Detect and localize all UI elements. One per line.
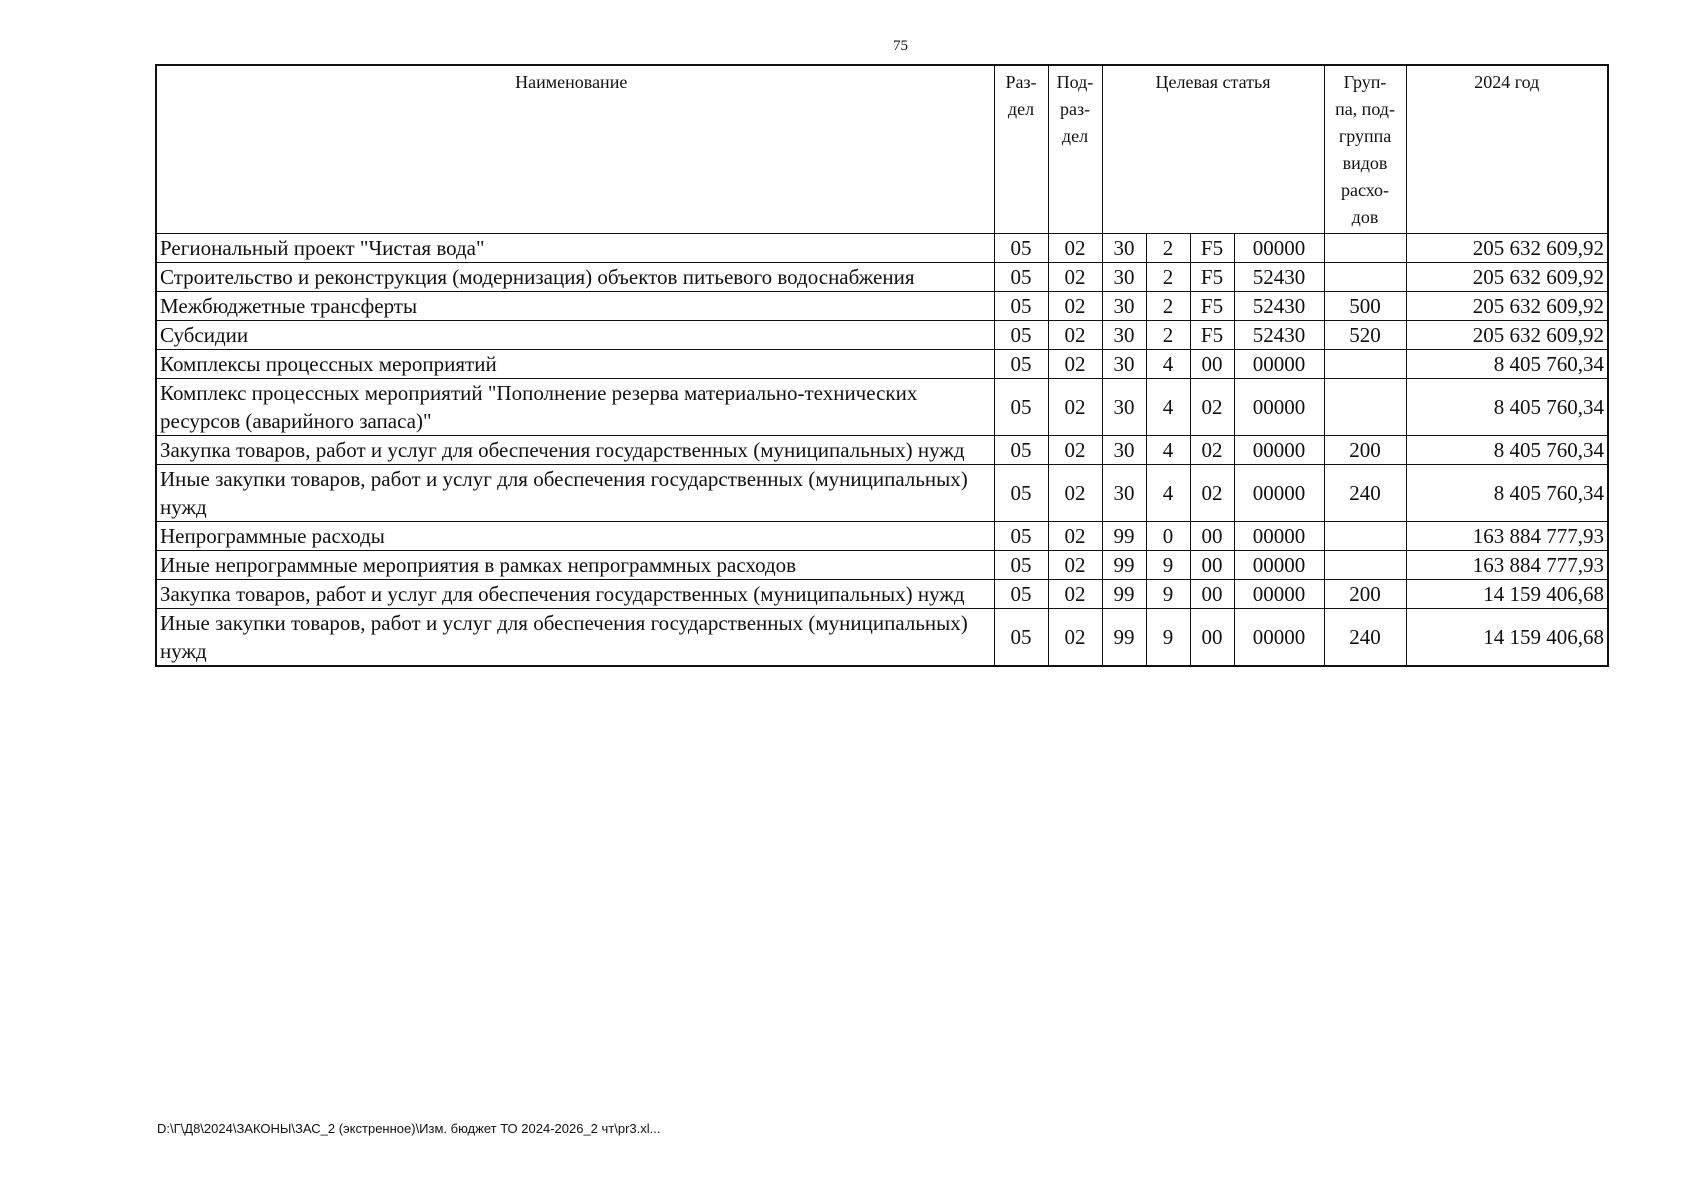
cell-target-subprogram: 0	[1146, 522, 1190, 551]
cell-target-program: 30	[1102, 379, 1146, 436]
table-row	[156, 551, 1608, 580]
cell-subsection: 02	[1048, 522, 1102, 551]
cell-subsection: 02	[1048, 465, 1102, 522]
header-group-line: дов	[1351, 207, 1379, 227]
cell-section: 05	[994, 321, 1048, 350]
cell-target-program: 30	[1102, 292, 1146, 321]
cell-target-subprogram: 4	[1146, 465, 1190, 522]
table-row	[156, 263, 1608, 292]
cell-target-direction: 02	[1190, 379, 1234, 436]
header-name: Наименование	[156, 65, 994, 234]
cell-target-code: 00000	[1234, 609, 1324, 667]
cell-name: Иные закупки товаров, работ и услуг для обеспечения государственных (муниципальных) нужд	[156, 465, 994, 522]
cell-name: Иные закупки товаров, работ и услуг для обеспечения государственных (муниципальных) нужд	[156, 609, 994, 667]
budget-table	[155, 64, 1609, 667]
table-row	[156, 292, 1608, 321]
cell-target-subprogram: 2	[1146, 292, 1190, 321]
header-subsection-line: дел	[1061, 126, 1089, 146]
cell-target-program: 30	[1102, 350, 1146, 379]
cell-subsection: 02	[1048, 436, 1102, 465]
header-section-line: дел	[1007, 99, 1035, 119]
cell-expense-group	[1324, 234, 1406, 263]
cell-amount: 205 632 609,92	[1406, 321, 1608, 350]
cell-target-code: 00000	[1234, 465, 1324, 522]
table-header-row	[156, 65, 1608, 234]
cell-amount: 205 632 609,92	[1406, 292, 1608, 321]
table-row	[156, 350, 1608, 379]
cell-name: Иные непрограммные мероприятия в рамках непрограммных расходов	[156, 551, 994, 580]
header-section-line: Раз-	[1005, 72, 1037, 92]
cell-name: Закупка товаров, работ и услуг для обеспечения государственных (муниципальных) нужд	[156, 436, 994, 465]
cell-amount: 205 632 609,92	[1406, 234, 1608, 263]
cell-target-direction: F5	[1190, 234, 1234, 263]
table-row	[156, 321, 1608, 350]
cell-name: Комплексы процессных мероприятий	[156, 350, 994, 379]
cell-target-subprogram: 9	[1146, 609, 1190, 667]
cell-target-subprogram: 2	[1146, 321, 1190, 350]
cell-target-subprogram: 9	[1146, 551, 1190, 580]
cell-target-program: 99	[1102, 551, 1146, 580]
table-body	[156, 234, 1608, 667]
cell-target-direction: 02	[1190, 436, 1234, 465]
cell-amount: 14 159 406,68	[1406, 609, 1608, 667]
cell-target-code: 00000	[1234, 436, 1324, 465]
cell-target-code: 52430	[1234, 263, 1324, 292]
cell-target-direction: 00	[1190, 551, 1234, 580]
cell-target-direction: 00	[1190, 609, 1234, 667]
cell-subsection: 02	[1048, 263, 1102, 292]
cell-target-subprogram: 4	[1146, 379, 1190, 436]
header-subsection	[1048, 65, 1102, 234]
cell-target-code: 00000	[1234, 379, 1324, 436]
header-group-line: па, под-	[1335, 99, 1395, 119]
cell-expense-group	[1324, 551, 1406, 580]
cell-target-program: 99	[1102, 609, 1146, 667]
cell-expense-group	[1324, 263, 1406, 292]
table-row	[156, 379, 1608, 436]
cell-amount: 14 159 406,68	[1406, 580, 1608, 609]
cell-expense-group: 200	[1324, 580, 1406, 609]
header-group-line: видов	[1342, 153, 1388, 173]
cell-amount: 163 884 777,93	[1406, 522, 1608, 551]
cell-target-subprogram: 4	[1146, 436, 1190, 465]
cell-amount: 8 405 760,34	[1406, 379, 1608, 436]
cell-section: 05	[994, 234, 1048, 263]
cell-expense-group: 500	[1324, 292, 1406, 321]
cell-target-direction: F5	[1190, 263, 1234, 292]
cell-section: 05	[994, 379, 1048, 436]
header-group-line: Груп-	[1343, 72, 1387, 92]
cell-subsection: 02	[1048, 321, 1102, 350]
header-subsection-line: Под-	[1056, 72, 1094, 92]
cell-subsection: 02	[1048, 609, 1102, 667]
cell-target-program: 30	[1102, 321, 1146, 350]
cell-target-program: 30	[1102, 234, 1146, 263]
cell-target-code: 52430	[1234, 292, 1324, 321]
cell-target-code: 00000	[1234, 350, 1324, 379]
header-group-line: расхо-	[1340, 180, 1390, 200]
cell-amount: 8 405 760,34	[1406, 436, 1608, 465]
table-row	[156, 465, 1608, 522]
header-year: 2024 год	[1406, 65, 1608, 234]
cell-section: 05	[994, 609, 1048, 667]
cell-amount: 8 405 760,34	[1406, 350, 1608, 379]
cell-target-direction: F5	[1190, 321, 1234, 350]
cell-name: Закупка товаров, работ и услуг для обеспечения государственных (муниципальных) нужд	[156, 580, 994, 609]
cell-section: 05	[994, 465, 1048, 522]
cell-name: Строительство и реконструкция (модернизация) объектов питьевого водоснабжения	[156, 263, 994, 292]
cell-target-subprogram: 9	[1146, 580, 1190, 609]
cell-section: 05	[994, 263, 1048, 292]
cell-section: 05	[994, 350, 1048, 379]
header-group	[1324, 65, 1406, 234]
table-row	[156, 436, 1608, 465]
cell-expense-group	[1324, 379, 1406, 436]
cell-target-direction: 00	[1190, 580, 1234, 609]
cell-name: Комплекс процессных мероприятий "Пополнение резерва материально-технических ресурсов (аварийного запаса)"	[156, 379, 994, 436]
cell-target-direction: 02	[1190, 465, 1234, 522]
table-row	[156, 522, 1608, 551]
cell-section: 05	[994, 436, 1048, 465]
cell-section: 05	[994, 580, 1048, 609]
cell-subsection: 02	[1048, 234, 1102, 263]
cell-name: Субсидии	[156, 321, 994, 350]
cell-amount: 163 884 777,93	[1406, 551, 1608, 580]
cell-expense-group: 200	[1324, 436, 1406, 465]
cell-target-program: 30	[1102, 465, 1146, 522]
cell-name: Непрограммные расходы	[156, 522, 994, 551]
cell-name: Региональный проект "Чистая вода"	[156, 234, 994, 263]
cell-target-code: 52430	[1234, 321, 1324, 350]
cell-expense-group	[1324, 350, 1406, 379]
cell-target-code: 00000	[1234, 580, 1324, 609]
cell-subsection: 02	[1048, 350, 1102, 379]
table-row	[156, 234, 1608, 263]
cell-target-code: 00000	[1234, 551, 1324, 580]
cell-target-program: 30	[1102, 436, 1146, 465]
cell-target-direction: F5	[1190, 292, 1234, 321]
cell-subsection: 02	[1048, 580, 1102, 609]
cell-expense-group: 240	[1324, 609, 1406, 667]
page-number: 75	[893, 38, 908, 54]
cell-expense-group: 240	[1324, 465, 1406, 522]
cell-target-program: 30	[1102, 263, 1146, 292]
cell-target-subprogram: 4	[1146, 350, 1190, 379]
header-subsection-line: раз-	[1059, 99, 1091, 119]
cell-section: 05	[994, 551, 1048, 580]
header-section	[994, 65, 1048, 234]
cell-subsection: 02	[1048, 379, 1102, 436]
cell-section: 05	[994, 522, 1048, 551]
cell-amount: 205 632 609,92	[1406, 263, 1608, 292]
table-row	[156, 580, 1608, 609]
cell-target-direction: 00	[1190, 350, 1234, 379]
cell-name: Межбюджетные трансферты	[156, 292, 994, 321]
cell-target-direction: 00	[1190, 522, 1234, 551]
cell-expense-group: 520	[1324, 321, 1406, 350]
table-row	[156, 609, 1608, 667]
footer-file-path: D:\Г\Д8\2024\ЗАКОНЫ\ЗАС_2 (экстренное)\Изм. бюджет ТО 2024-2026_2 чт\pr3.xl...	[157, 1121, 661, 1136]
cell-expense-group	[1324, 522, 1406, 551]
cell-amount: 8 405 760,34	[1406, 465, 1608, 522]
header-target-article: Целевая статья	[1102, 65, 1324, 234]
cell-subsection: 02	[1048, 551, 1102, 580]
cell-subsection: 02	[1048, 292, 1102, 321]
header-group-line: группа	[1338, 126, 1392, 146]
cell-target-subprogram: 2	[1146, 263, 1190, 292]
cell-target-subprogram: 2	[1146, 234, 1190, 263]
cell-target-code: 00000	[1234, 234, 1324, 263]
cell-target-program: 99	[1102, 522, 1146, 551]
cell-target-program: 99	[1102, 580, 1146, 609]
cell-section: 05	[994, 292, 1048, 321]
cell-target-code: 00000	[1234, 522, 1324, 551]
